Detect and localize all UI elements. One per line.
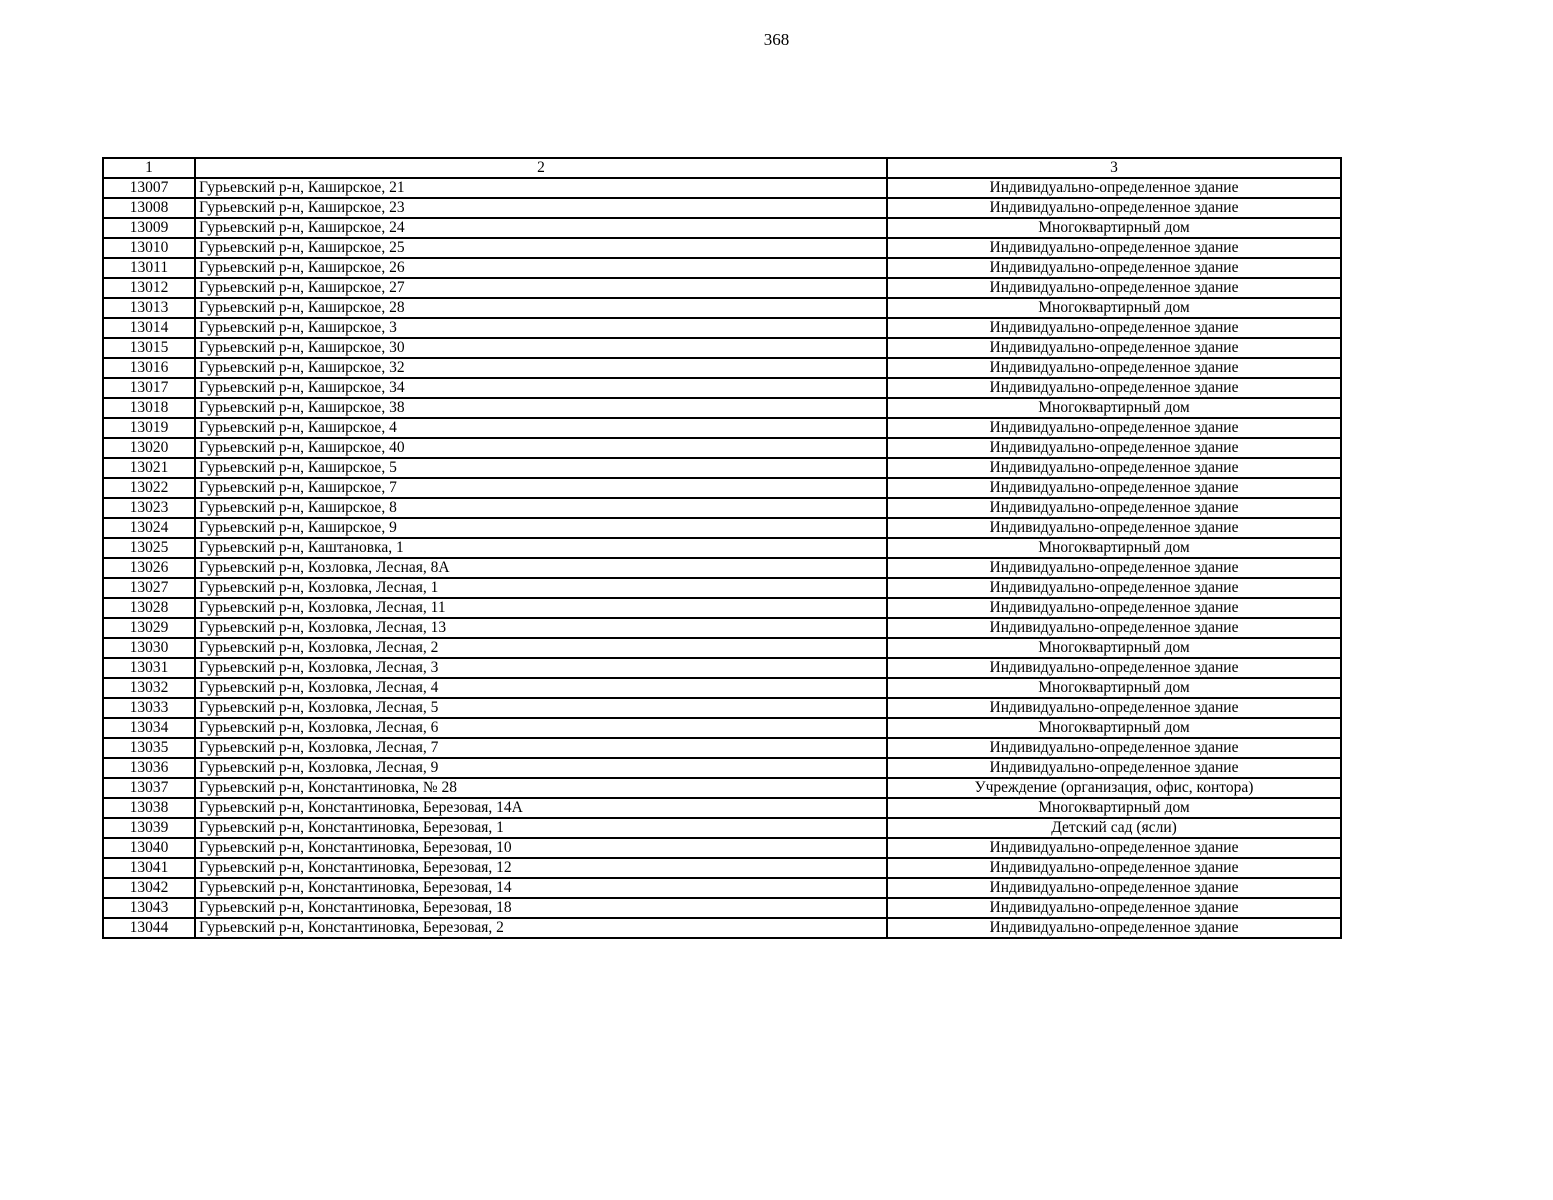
address-cell: Гурьевский р-н, Каширское, 25: [195, 238, 887, 258]
address-cell: Гурьевский р-н, Козловка, Лесная, 7: [195, 738, 887, 758]
table-row: [103, 438, 1341, 458]
table-row: [103, 418, 1341, 438]
table-row: [103, 398, 1341, 418]
table-row: [103, 878, 1341, 898]
table-row: [103, 838, 1341, 858]
table-row: [103, 638, 1341, 658]
building-type-cell: Индивидуально-определенное здание: [887, 278, 1341, 298]
building-type-cell: Индивидуально-определенное здание: [887, 698, 1341, 718]
record-id-cell: 13012: [103, 278, 195, 298]
table-row: [103, 338, 1341, 358]
table-body: [103, 178, 1341, 938]
address-cell: Гурьевский р-н, Каширское, 3: [195, 318, 887, 338]
address-cell: Гурьевский р-н, Константиновка, Березовая, 18: [195, 898, 887, 918]
table-row: [103, 918, 1341, 938]
building-type-cell: Индивидуально-определенное здание: [887, 378, 1341, 398]
header-row: [103, 158, 1341, 178]
address-cell: Гурьевский р-н, Каширское, 34: [195, 378, 887, 398]
building-type-cell: Индивидуально-определенное здание: [887, 838, 1341, 858]
address-cell: Гурьевский р-н, Каширское, 28: [195, 298, 887, 318]
record-id-cell: 13014: [103, 318, 195, 338]
address-cell: Гурьевский р-н, Константиновка, Березовая, 14: [195, 878, 887, 898]
record-id-cell: 13023: [103, 498, 195, 518]
record-id-cell: 13043: [103, 898, 195, 918]
record-id-cell: 13020: [103, 438, 195, 458]
address-cell: Гурьевский р-н, Козловка, Лесная, 3: [195, 658, 887, 678]
address-cell: Гурьевский р-н, Каширское, 7: [195, 478, 887, 498]
record-id-cell: 13038: [103, 798, 195, 818]
building-type-cell: Индивидуально-определенное здание: [887, 618, 1341, 638]
address-cell: Гурьевский р-н, Козловка, Лесная, 1: [195, 578, 887, 598]
table-row: [103, 598, 1341, 618]
building-type-cell: Многоквартирный дом: [887, 718, 1341, 738]
building-type-cell: Индивидуально-определенное здание: [887, 338, 1341, 358]
address-cell: Гурьевский р-н, Козловка, Лесная, 8А: [195, 558, 887, 578]
record-id-cell: 13042: [103, 878, 195, 898]
address-cell: Гурьевский р-н, Константиновка, Березовая, 10: [195, 838, 887, 858]
table-row: [103, 818, 1341, 838]
building-type-cell: Индивидуально-определенное здание: [887, 418, 1341, 438]
building-type-cell: Индивидуально-определенное здание: [887, 438, 1341, 458]
record-id-cell: 13027: [103, 578, 195, 598]
header-cell-3: 3: [887, 158, 1341, 178]
record-id-cell: 13019: [103, 418, 195, 438]
building-type-cell: Детский сад (ясли): [887, 818, 1341, 838]
building-type-cell: Индивидуально-определенное здание: [887, 578, 1341, 598]
record-id-cell: 13029: [103, 618, 195, 638]
table-row: [103, 718, 1341, 738]
page-number: 368: [763, 30, 790, 49]
address-cell: Гурьевский р-н, Козловка, Лесная, 6: [195, 718, 887, 738]
building-type-cell: Многоквартирный дом: [887, 798, 1341, 818]
building-type-cell: Многоквартирный дом: [887, 398, 1341, 418]
record-id-cell: 13024: [103, 518, 195, 538]
table-row: [103, 178, 1341, 198]
record-id-cell: 13022: [103, 478, 195, 498]
table-row: [103, 278, 1341, 298]
table-row: [103, 678, 1341, 698]
table-row: [103, 778, 1341, 798]
address-cell: Гурьевский р-н, Константиновка, Березовая, 12: [195, 858, 887, 878]
record-id-cell: 13041: [103, 858, 195, 878]
building-type-cell: Индивидуально-определенное здание: [887, 898, 1341, 918]
record-id-cell: 13031: [103, 658, 195, 678]
table-row: [103, 798, 1341, 818]
building-type-cell: Индивидуально-определенное здание: [887, 558, 1341, 578]
record-id-cell: 13009: [103, 218, 195, 238]
record-id-cell: 13021: [103, 458, 195, 478]
address-cell: Гурьевский р-н, Каширское, 23: [195, 198, 887, 218]
building-type-cell: Индивидуально-определенное здание: [887, 178, 1341, 198]
table-row: [103, 658, 1341, 678]
address-cell: Гурьевский р-н, Каширское, 8: [195, 498, 887, 518]
table-row: [103, 518, 1341, 538]
table-row: [103, 198, 1341, 218]
table-row: [103, 218, 1341, 238]
record-id-cell: 13037: [103, 778, 195, 798]
address-cell: Гурьевский р-н, Константиновка, Березовая, 14А: [195, 798, 887, 818]
record-id-cell: 13044: [103, 918, 195, 938]
address-cell: Гурьевский р-н, Каширское, 26: [195, 258, 887, 278]
address-cell: Гурьевский р-н, Каширское, 21: [195, 178, 887, 198]
table-row: [103, 238, 1341, 258]
building-type-cell: Индивидуально-определенное здание: [887, 858, 1341, 878]
record-id-cell: 13039: [103, 818, 195, 838]
address-cell: Гурьевский р-н, Каширское, 32: [195, 358, 887, 378]
building-type-cell: Многоквартирный дом: [887, 538, 1341, 558]
table-row: [103, 258, 1341, 278]
building-type-cell: Индивидуально-определенное здание: [887, 498, 1341, 518]
record-id-cell: 13034: [103, 718, 195, 738]
address-cell: Гурьевский р-н, Каштановка, 1: [195, 538, 887, 558]
table-row: [103, 378, 1341, 398]
table-row: [103, 458, 1341, 478]
building-type-cell: Индивидуально-определенное здание: [887, 758, 1341, 778]
building-type-cell: Индивидуально-определенное здание: [887, 738, 1341, 758]
building-type-cell: Индивидуально-определенное здание: [887, 518, 1341, 538]
building-type-cell: Индивидуально-определенное здание: [887, 658, 1341, 678]
record-id-cell: 13011: [103, 258, 195, 278]
table-row: [103, 698, 1341, 718]
record-id-cell: 13036: [103, 758, 195, 778]
address-cell: Гурьевский р-н, Константиновка, Березовая, 2: [195, 918, 887, 938]
address-cell: Гурьевский р-н, Козловка, Лесная, 5: [195, 698, 887, 718]
record-id-cell: 13007: [103, 178, 195, 198]
address-cell: Гурьевский р-н, Константиновка, Березовая, 1: [195, 818, 887, 838]
table-row: [103, 298, 1341, 318]
address-cell: Гурьевский р-н, Каширское, 30: [195, 338, 887, 358]
table-row: [103, 498, 1341, 518]
table-row: [103, 738, 1341, 758]
building-type-cell: Многоквартирный дом: [887, 298, 1341, 318]
header-cell-2: 2: [195, 158, 887, 178]
table-row: [103, 478, 1341, 498]
table-row: [103, 558, 1341, 578]
record-id-cell: 13030: [103, 638, 195, 658]
record-id-cell: 13026: [103, 558, 195, 578]
record-id-cell: 13013: [103, 298, 195, 318]
address-cell: Гурьевский р-н, Козловка, Лесная, 2: [195, 638, 887, 658]
building-type-cell: Многоквартирный дом: [887, 218, 1341, 238]
table-row: [103, 758, 1341, 778]
building-type-cell: Индивидуально-определенное здание: [887, 918, 1341, 938]
record-id-cell: 13017: [103, 378, 195, 398]
address-cell: Гурьевский р-н, Каширское, 38: [195, 398, 887, 418]
table-row: [103, 358, 1341, 378]
building-type-cell: Учреждение (организация, офис, контора): [887, 778, 1341, 798]
record-id-cell: 13015: [103, 338, 195, 358]
address-cell: Гурьевский р-н, Каширское, 40: [195, 438, 887, 458]
record-id-cell: 13035: [103, 738, 195, 758]
record-id-cell: 13028: [103, 598, 195, 618]
building-type-cell: Индивидуально-определенное здание: [887, 478, 1341, 498]
table-row: [103, 898, 1341, 918]
record-id-cell: 13010: [103, 238, 195, 258]
buildings-table: [102, 157, 1342, 939]
record-id-cell: 13033: [103, 698, 195, 718]
building-type-cell: Индивидуально-определенное здание: [887, 358, 1341, 378]
record-id-cell: 13040: [103, 838, 195, 858]
building-type-cell: Индивидуально-определенное здание: [887, 198, 1341, 218]
address-cell: Гурьевский р-н, Козловка, Лесная, 4: [195, 678, 887, 698]
address-cell: Гурьевский р-н, Каширское, 27: [195, 278, 887, 298]
address-cell: Гурьевский р-н, Константиновка, № 28: [195, 778, 887, 798]
address-cell: Гурьевский р-н, Козловка, Лесная, 11: [195, 598, 887, 618]
record-id-cell: 13018: [103, 398, 195, 418]
record-id-cell: 13032: [103, 678, 195, 698]
building-type-cell: Индивидуально-определенное здание: [887, 878, 1341, 898]
address-cell: Гурьевский р-н, Козловка, Лесная, 13: [195, 618, 887, 638]
building-type-cell: Многоквартирный дом: [887, 638, 1341, 658]
record-id-cell: 13025: [103, 538, 195, 558]
table-header: [103, 158, 1341, 178]
address-cell: Гурьевский р-н, Каширское, 9: [195, 518, 887, 538]
building-type-cell: Индивидуально-определенное здание: [887, 598, 1341, 618]
address-cell: Гурьевский р-н, Козловка, Лесная, 9: [195, 758, 887, 778]
building-type-cell: Многоквартирный дом: [887, 678, 1341, 698]
table-row: [103, 618, 1341, 638]
record-id-cell: 13016: [103, 358, 195, 378]
record-id-cell: 13008: [103, 198, 195, 218]
building-type-cell: Индивидуально-определенное здание: [887, 238, 1341, 258]
address-cell: Гурьевский р-н, Каширское, 5: [195, 458, 887, 478]
header-cell-1: 1: [103, 158, 195, 178]
address-cell: Гурьевский р-н, Каширское, 24: [195, 218, 887, 238]
table-row: [103, 538, 1341, 558]
building-type-cell: Индивидуально-определенное здание: [887, 458, 1341, 478]
building-type-cell: Индивидуально-определенное здание: [887, 318, 1341, 338]
table-row: [103, 578, 1341, 598]
table-row: [103, 858, 1341, 878]
table-row: [103, 318, 1341, 338]
address-cell: Гурьевский р-н, Каширское, 4: [195, 418, 887, 438]
building-type-cell: Индивидуально-определенное здание: [887, 258, 1341, 278]
